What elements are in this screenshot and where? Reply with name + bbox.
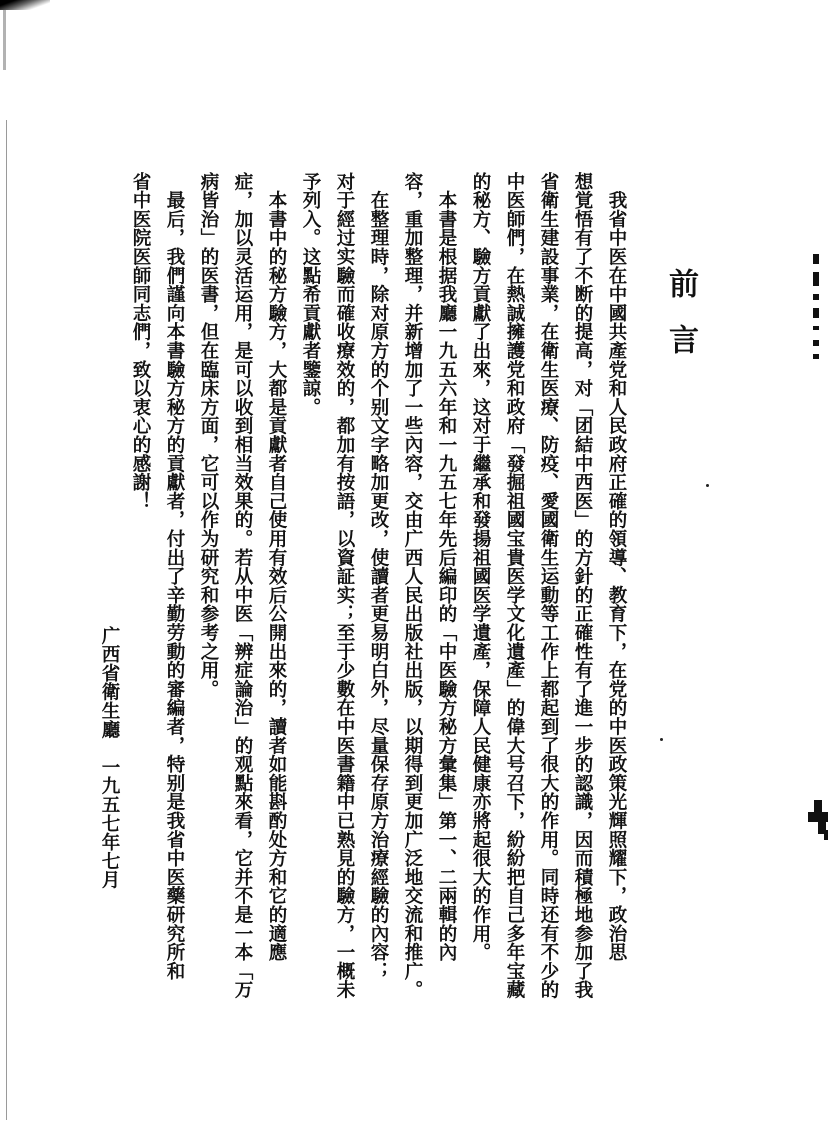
text-column: 对于經过实驗而確收療效的，都加有按語，以資証实；至于少數在中医書籍中已熟見的驗方，一概未	[334, 172, 355, 1000]
text-column: 症，加以灵活运用，是可以收到相当效果的。若从中医「辨症論治」的观點來看，它并不是一本「万	[232, 172, 253, 1000]
binding-mark	[813, 254, 821, 362]
text-column: 中医師們，在熱誠擁護党和政府「發掘祖國宝貴医学文化遺產」的偉大号召下，紛紛把自己多年宝藏	[504, 172, 525, 1000]
text-column: 我省中医在中國共產党和人民政府正確的領導、教育下，在党的中医政策光輝照耀下，政治思	[606, 172, 627, 962]
text-column: 本書是根据我廳一九五六年和一九五七年先后編印的「中医驗方秘方彙集」第一、二兩輯的內	[436, 172, 457, 962]
page-edge-line	[6, 120, 7, 1120]
scan-corner-smudge	[0, 0, 50, 10]
text-column: 省衛生建設事業，在衛生医療、防疫、愛國衛生运動等工作上都起到了很大的作用。同時还有不少的	[538, 172, 559, 1000]
scan-speck	[706, 484, 709, 487]
signature: 广西省衛生廳 一九五七年七月	[99, 626, 120, 890]
text-column: 的秘方、驗方貢獻了出來，这对于繼承和發揚祖國医学遺產，保障人民健康亦將起很大的作用。	[470, 172, 491, 962]
scan-corner-streak	[3, 10, 6, 70]
text-column: 最后，我們謹向本書驗方秘方的貢獻者，付出了辛勤劳動的審編者，特别是我省中医藥研究所和	[164, 172, 185, 981]
text-column: 予列入。这點希貢獻者鑒諒。	[300, 172, 321, 417]
text-column: 省中医院医師同志們，致以衷心的感謝！	[130, 172, 151, 511]
text-column: 本書中的秘方驗方，大都是貢獻者自己使用有效后公開出來的，讀者如能斟酌处方和它的適應	[266, 172, 287, 962]
text-column: 在整理時，除对原方的个别文字略加更改，使讀者更易明白外，尽量保存原方治療經驗的內容；	[368, 172, 389, 981]
text-column: 病皆治」的医書，但在臨床方面，它可以作为研究和参考之用。	[198, 172, 219, 699]
page-title: 前言	[663, 268, 698, 380]
binding-mark	[804, 800, 829, 842]
text-column: 容，重加整理，并新增加了一些內容，交由广西人民出版社出版，以期得到更加广泛地交流和推广。	[402, 172, 423, 1000]
text-column: 想覚悟有了不断的提高，对「团結中西医」的方針的正確性有了進一步的認識，因而積極地参加了我	[572, 172, 593, 1000]
scan-speck	[660, 738, 663, 741]
